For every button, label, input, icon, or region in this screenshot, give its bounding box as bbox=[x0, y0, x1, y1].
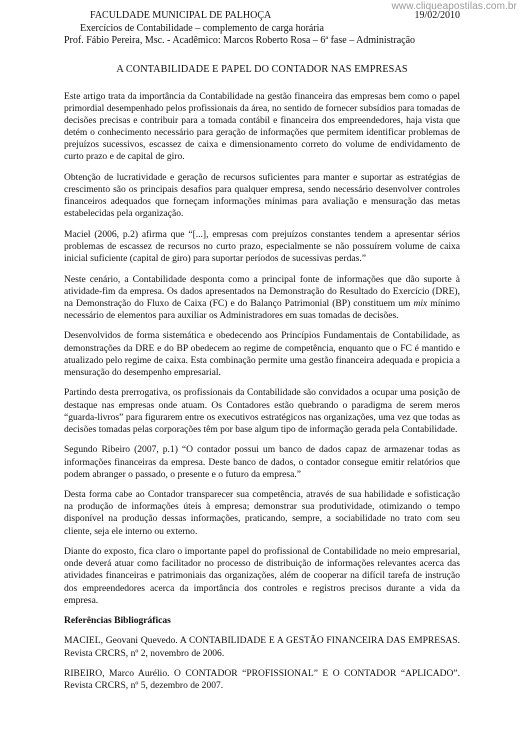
paragraph: Diante do exposto, fica claro o importante papel do profissional de Contabilidade no meio empresarial, onde deverá atuar como facilitador no processo de distribuição de informações relevantes acerca das atividades financeiras e patrimoniais das organizações, além de cooperar na difícil tarefa de instrução dos empreendedores acerca da importância dos controles e registros precisos durante a vida da empresa. bbox=[64, 546, 460, 606]
course-line: Exercícios de Contabilidade – complemento de carga horária bbox=[80, 22, 324, 34]
paragraph: Desenvolvidos de forma sistemática e obedecendo aos Princípios Fundamentais de Contabilidade, as demonstrações da DRE e do BP obedecem ao regime de competência, enquanto que o FC é mantido e atualizado pelo regime de caixa. Esta combinação permite uma gestão financeira adequada e propicia a mensuração do desempenho empresarial. bbox=[64, 330, 460, 378]
article-body bbox=[64, 91, 460, 607]
paragraph: Este artigo trata da importância da Contabilidade na gestão financeira das empresas bem como o papel primordial desempenhado pelos profissionais da área, no sentido de fornecer subsídios para tomadas de decisões precisas e contribuir para a tomada contábil e financeira dos empreendedores, haja vista que detém o conhecimento necessário para geração de informações que permitem identificar problemas de prejuízos sucessivos, escassez de caixa e dimensionamento correto do volume de endividamento de curto prazo e de capital de giro. bbox=[64, 90, 460, 162]
reference-item: RIBEIRO, Marco Aurélio. O CONTADOR “PROFISSIONAL” E O CONTADOR “APLICADO”. Revista CRCRS, nº 5, dezembro de 2007. bbox=[64, 667, 460, 691]
reference-item: MACIEL, Geovani Quevedo. A CONTABILIDADE E A GESTÃO FINANCEIRA DAS EMPRESAS. Revista CRCRS, nº 2, novembro de 2006. bbox=[64, 635, 460, 659]
paragraph: Segundo Ribeiro (2007, p.1) “O contador possui um banco de dados capaz de armazenar todas as informações financeiras da empresa. Deste banco de dados, o contador consegue emitir relatórios que podem abranger o passado, o presente e o futuro da empresa.” bbox=[64, 444, 460, 480]
paragraph: Maciel (2006, p.2) afirma que “[...], empresas com prejuízos constantes tendem a apresentar sérios problemas de escassez de recursos no curto prazo, especialmente se não possuírem volume de caixa inicial suficiente (capital de giro) para suportar períodos de sucessivas perdas.” bbox=[64, 228, 460, 264]
institution-name: FACULDADE MUNICIPAL DE PALHOÇA bbox=[90, 10, 272, 21]
site-watermark: www.cliqueapostilas.com.br bbox=[391, 1, 517, 12]
header-row bbox=[64, 10, 460, 23]
paragraph: Neste cenário, a Contabilidade desponta como a principal fonte de informações que dão suporte à atividade-fim da empresa. Os dados apresentados na Demonstração do Resultado do Exercício (DRE), na Demonstração do Fluxo de Caixa (FC) e do Balanço Patrimonial (BP) constituem um mix mínimo necessário de elementos para auxiliar os Administradores em suas tomadas de decisões. bbox=[64, 273, 460, 321]
paragraph: Partindo desta prerrogativa, os profissionais da Contabilidade são convidados a ocupar uma posição de destaque nas empresas onde atuam. Os Contadores estão quebrando o paradigma de serem meros “guarda-livros” para figurarem entre os executivos estratégicos nas organizações, uma vez que todas as decisões tomadas pelas corporações têm por base algum tipo de informação gerada pela Contabilidade. bbox=[64, 387, 460, 435]
document-header bbox=[64, 10, 460, 48]
article-title: A CONTABILIDADE E PAPEL DO CONTADOR NAS EMPRESAS bbox=[116, 63, 408, 75]
document-date: 19/02/2010 bbox=[414, 10, 460, 21]
references-heading: Referências Bibliográficas bbox=[64, 615, 171, 627]
paragraph: Obtenção de lucratividade e geração de recursos suficientes para manter e suportar as estratégias de crescimento são os principais desafios para qualquer empresa, sendo necessário desenvolver controles financeiros adequados que forneçam informações mínimas para avaliação e mensuração das metas estabelecidas pela organização. bbox=[64, 171, 460, 219]
document-page bbox=[64, 10, 460, 700]
people-line: Prof. Fábio Pereira, Msc. - Acadêmico: Marcos Roberto Rosa – 6ª fase – Administração bbox=[64, 35, 416, 46]
references-section bbox=[64, 615, 460, 691]
paragraph: Desta forma cabe ao Contador transparecer sua competência, através de sua habilidade e sofisticação na produção de informações úteis à empresa; demonstrar sua produtividade, otimizando o tempo disponível na produção dessas informações, praticando, sempre, a sociabilidade no trato com seu cliente, seja ele interno ou externo. bbox=[64, 489, 460, 537]
